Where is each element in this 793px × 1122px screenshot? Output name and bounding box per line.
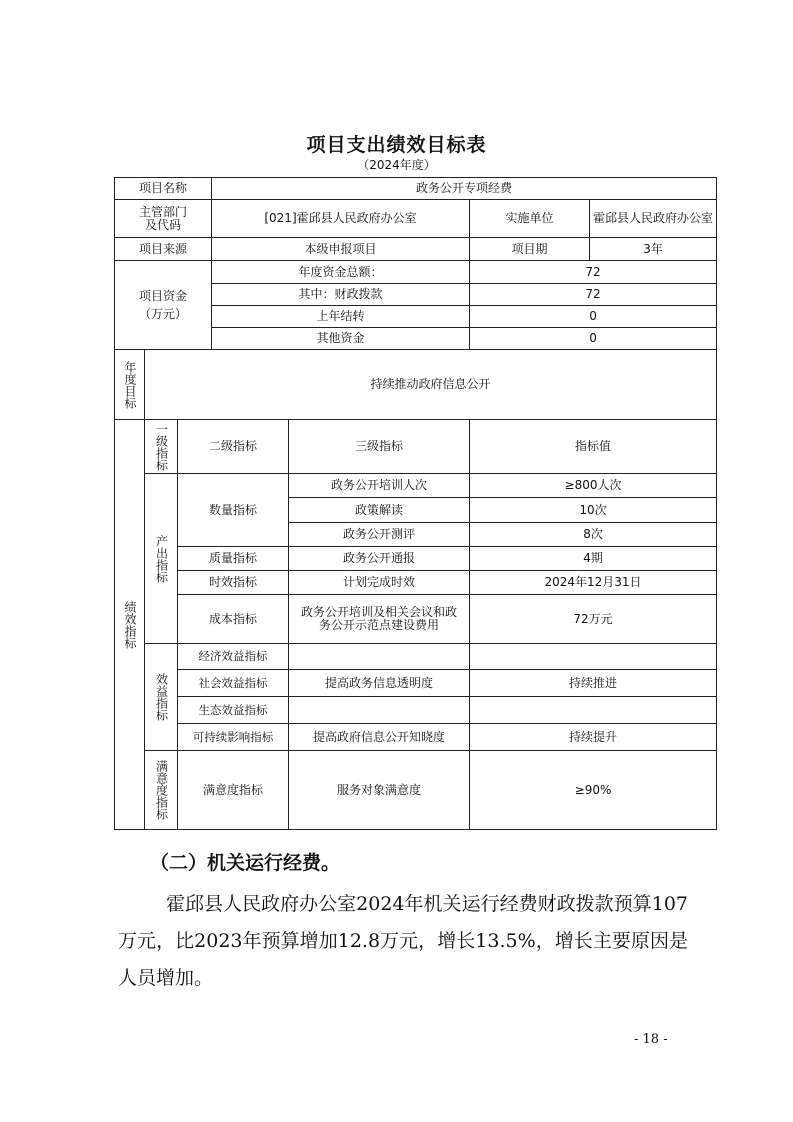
benefit-l2: 社会效益指标 (178, 670, 289, 697)
funds-other-label: 其他资金 (212, 328, 470, 350)
benefit-value: 持续提升 (470, 724, 717, 751)
output-l3: 政务公开培训人次 (289, 474, 470, 498)
output-value: ≥800人次 (470, 474, 717, 498)
source-value: 本级申报项目 (212, 238, 470, 261)
output-value: 72万元 (470, 595, 717, 644)
impl-value: 霍邱县人民政府办公室 (590, 200, 717, 238)
output-value: 2024年12月31日 (470, 571, 717, 595)
output-l3: 政务公开通报 (289, 547, 470, 571)
table-subtitle: （2024年度） (357, 158, 436, 172)
benefit-l3: 提高政务信息透明度 (289, 670, 470, 697)
timeliness-label: 时效指标 (178, 571, 289, 595)
benefit-l3 (289, 644, 470, 670)
satisfaction-label: 满意度指标 (145, 751, 178, 830)
benefit-l3: 提高政府信息公开知晓度 (289, 724, 470, 751)
quality-label: 质量指标 (178, 547, 289, 571)
period-value: 3年 (590, 238, 717, 261)
output-value: 8次 (470, 523, 717, 547)
output-l3: 政策解读 (289, 498, 470, 523)
benefit-value: 持续推进 (470, 670, 717, 697)
annual-goal-label: 年度目标 (115, 350, 145, 420)
period-label: 项目期 (470, 238, 590, 261)
benefit-l2: 可持续影响指标 (178, 724, 289, 751)
funds-carryover-value: 0 (470, 306, 717, 328)
funds-label: 项目资金 （万元） (115, 261, 212, 350)
funds-carryover-label: 上年结转 (212, 306, 470, 328)
funds-total-value: 72 (470, 261, 717, 284)
benefit-l2: 经济效益指标 (178, 644, 289, 670)
body-paragraph: 霍邱县人民政府办公室2024年机关运行经费财政拨款预算107万元，比2023年预算增加12.8万元，增长13.5%，增长主要原因是人员增加。 (118, 893, 688, 989)
level1-header: 一级指标 (145, 420, 178, 474)
satisfaction-l3: 服务对象满意度 (289, 751, 470, 830)
source-label: 项目来源 (115, 238, 212, 261)
annual-goal-value: 持续推动政府信息公开 (145, 350, 717, 420)
funds-other-value: 0 (470, 328, 717, 350)
output-value: 4期 (470, 547, 717, 571)
performance-table (114, 177, 717, 830)
benefit-l2: 生态效益指标 (178, 697, 289, 724)
level3-header: 三级指标 (289, 420, 470, 474)
perf-label: 绩效指标 (115, 420, 145, 830)
funds-total-label: 年度资金总额： (212, 261, 470, 284)
quantity-label: 数量指标 (178, 474, 289, 547)
benefit-value (470, 644, 717, 670)
project-name-label: 项目名称 (115, 178, 212, 200)
benefit-l3 (289, 697, 470, 724)
level2-header: 二级指标 (178, 420, 289, 474)
cost-label: 成本指标 (178, 595, 289, 644)
funds-fiscal-value: 72 (470, 284, 717, 306)
dept-value: [021]霍邱县人民政府办公室 (212, 200, 470, 238)
output-value: 10次 (470, 498, 717, 523)
funds-fiscal-label: 其中：财政拨款 (212, 284, 470, 306)
page-number: - 18 - (634, 1032, 668, 1047)
section-heading: （二）机关运行经费。 (150, 852, 341, 874)
value-header: 指标值 (470, 420, 717, 474)
output-label: 产出指标 (145, 474, 178, 644)
satisfaction-value: ≥90% (470, 751, 717, 830)
satisfaction-l2: 满意度指标 (178, 751, 289, 830)
benefit-value (470, 697, 717, 724)
benefit-label: 效益指标 (145, 644, 178, 751)
impl-label: 实施单位 (470, 200, 590, 238)
dept-label: 主管部门 及代码 (115, 200, 212, 238)
project-name-value: 政务公开专项经费 (212, 178, 717, 200)
output-l3: 政务公开测评 (289, 523, 470, 547)
output-l3: 计划完成时效 (289, 571, 470, 595)
output-l3: 政务公开培训及相关会议和政务公开示范点建设费用 (289, 595, 470, 644)
table-title: 项目支出绩效目标表 (306, 134, 487, 156)
